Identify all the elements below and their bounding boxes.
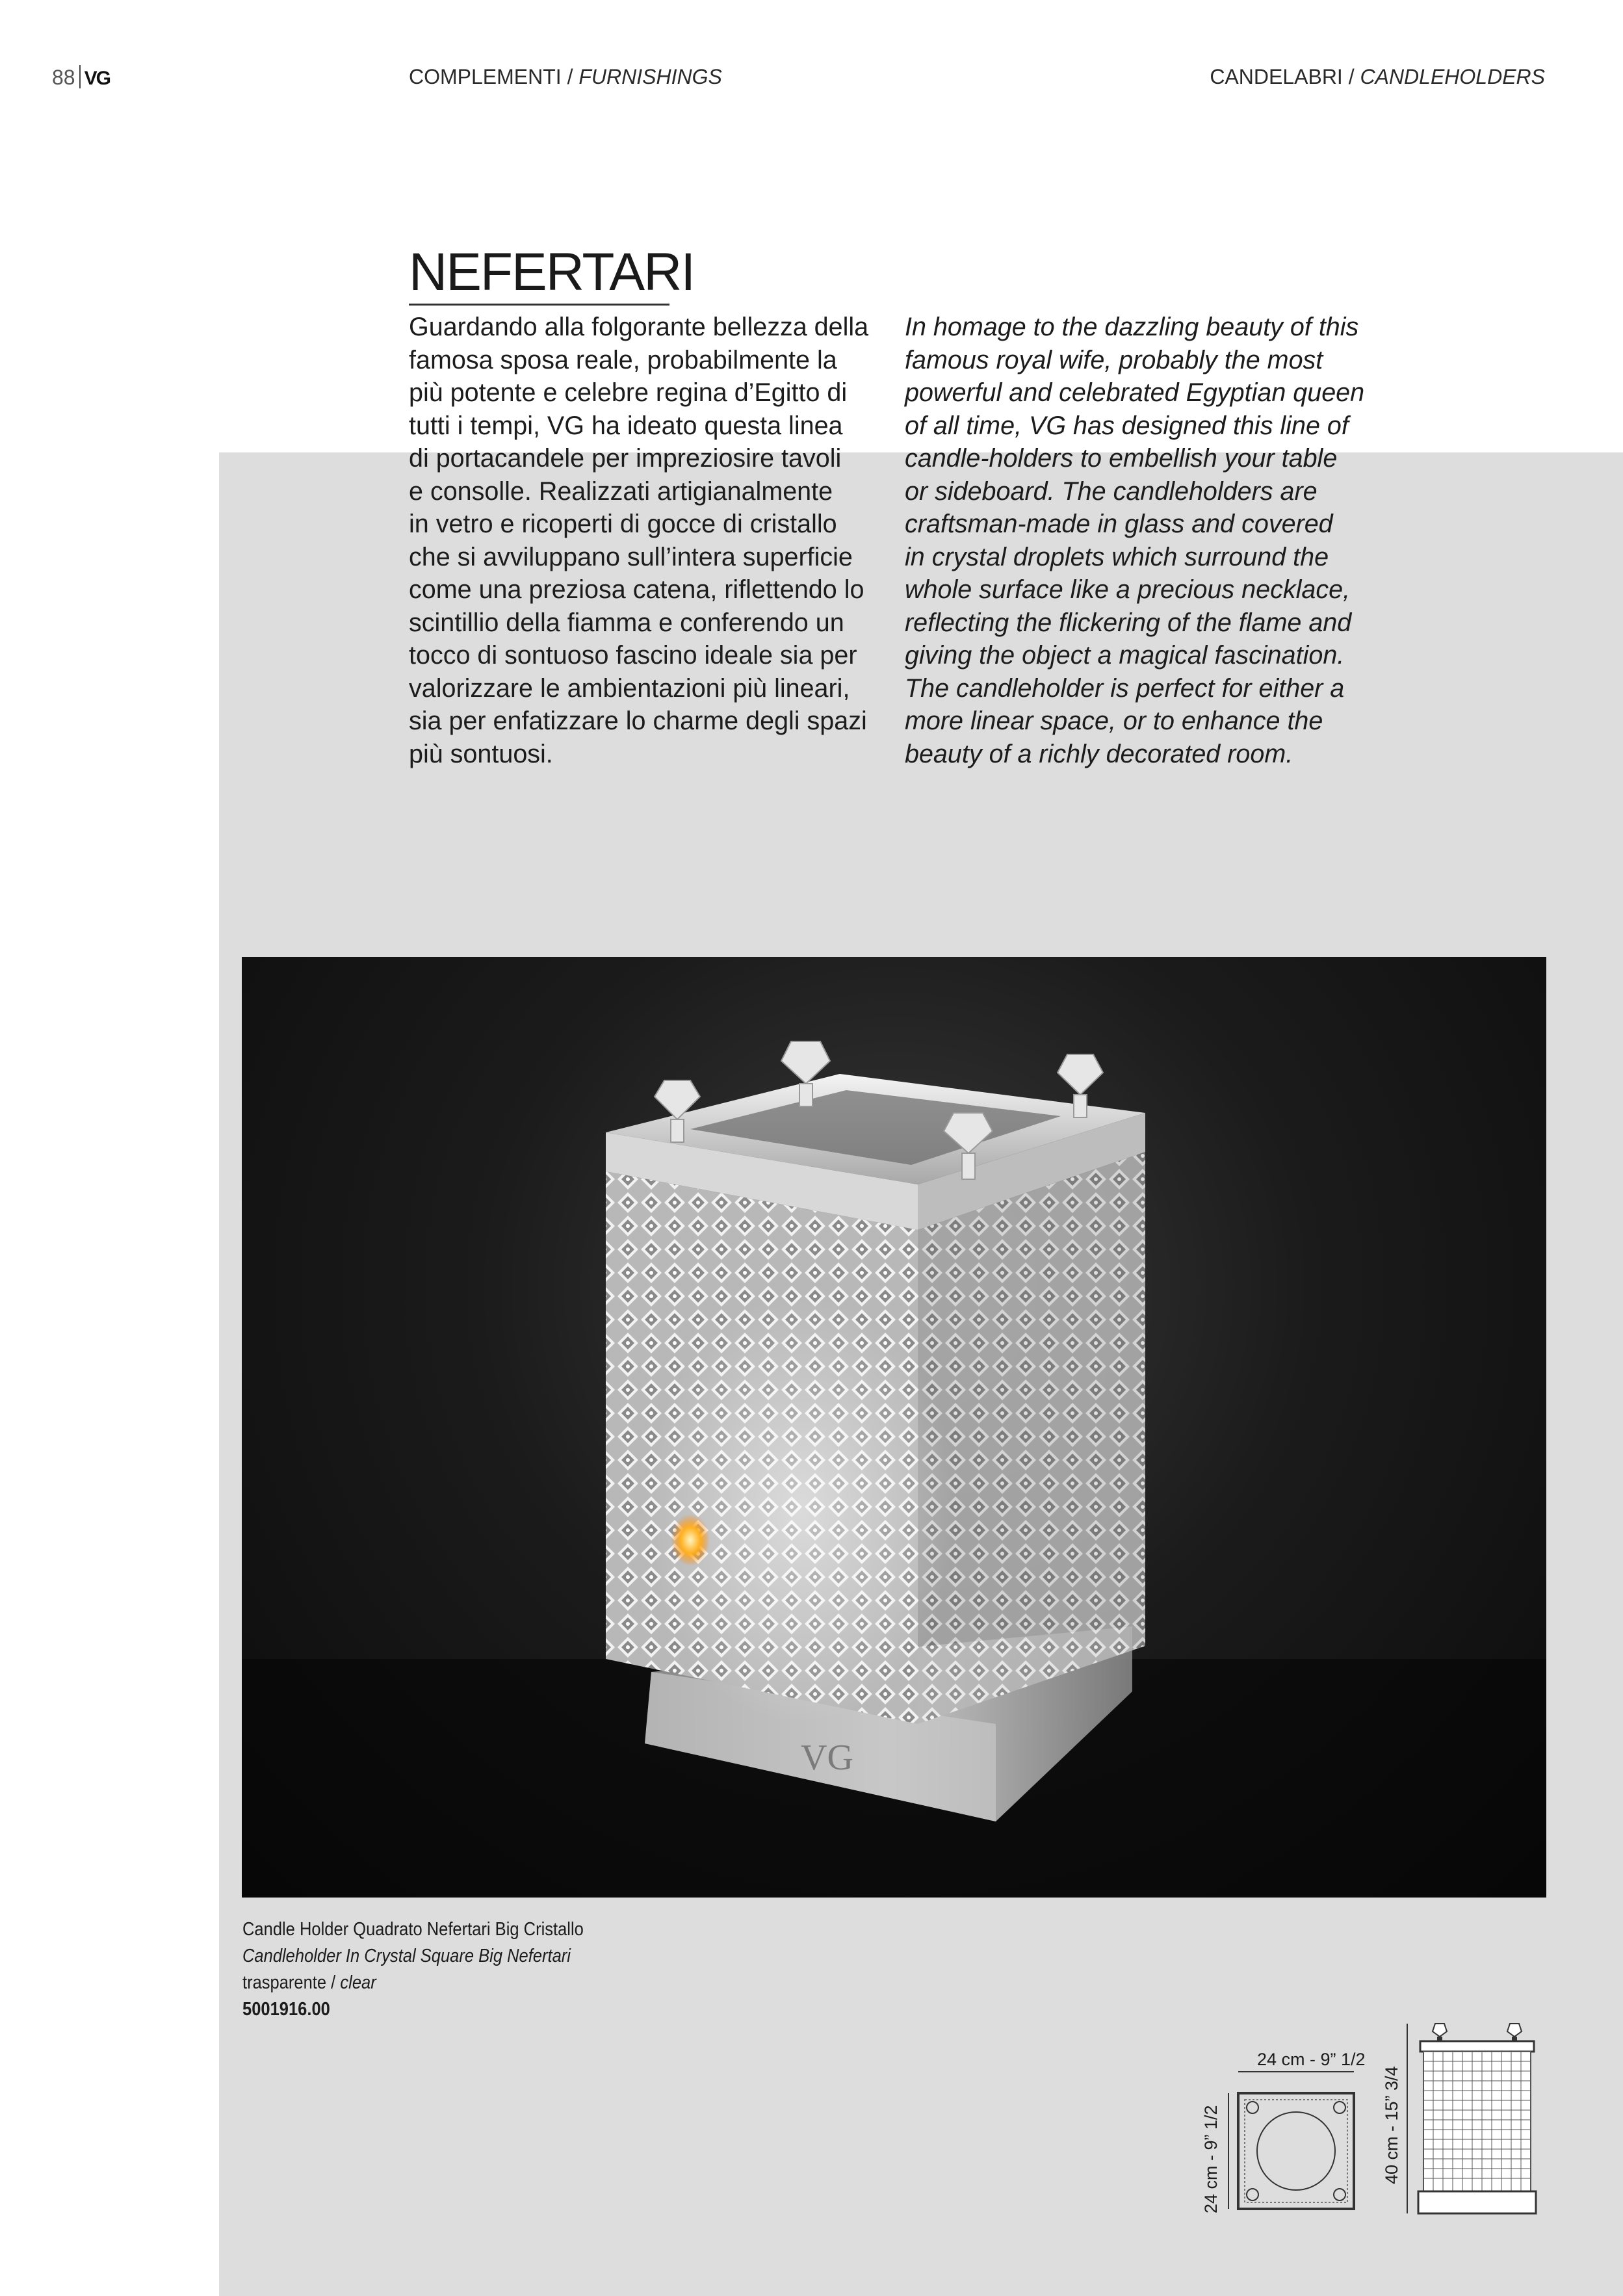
product-title: NEFERTARI — [409, 242, 695, 302]
description-english: In homage to the dazzling beauty of this famous royal wife, probably the most powerful and celebrated Egyptian queen of all time, VG has designed this line of candle-holders to embellish your table or sideboard. The candleholders are craftsman-made in glass and covered in crystal droplets which surround the whole surface like a precious necklace, reflecting the flickering of the flame and giving the object a magical fascination. The candleholder is perfect for either a more linear space, or to enhance the beauty of a richly decorated room. — [905, 313, 1365, 768]
flame-highlight — [671, 1514, 710, 1566]
base-logo: VG — [801, 1738, 853, 1778]
product-finish: trasparente / clear — [242, 1972, 376, 1993]
brand-logo: VG — [84, 68, 110, 89]
product-photo — [242, 957, 1546, 1898]
product-caption — [242, 1916, 584, 2023]
page-number: 88 — [52, 66, 75, 89]
header-divider — [79, 65, 81, 88]
side-view-elevation — [1418, 2024, 1536, 2213]
crystal-candleholder-illustration — [242, 957, 1546, 1898]
top-view-square — [1238, 2093, 1354, 2209]
depth-dimension-label: 24 cm - 9” 1/2 — [1201, 2105, 1221, 2213]
description-italian: Guardando alla folgorante bellezza della famosa sposa reale, probabilmente la più potente e celebre regina d’Egitto di tutti i tempi, VG ha ideato questa linea di portacandele per impreziosire tavoli e consolle. Realizzati artigianalmente in vetro e ricoperti di gocce di cristallo che si avviluppano sull’intera superficie come una preziosa catena, riflettendo lo scintillio della fiamma e conferendo un tocco di sontuoso fascino ideale sia per valorizzare le ambientazioni più lineari, sia per enfatizzare lo charme degli spazi più sontuosi. — [409, 313, 869, 768]
top-view-opening — [1257, 2112, 1335, 2190]
dimension-drawings — [1183, 2012, 1547, 2226]
product-name-italian: Candle Holder Quadrato Nefertari Big Cristallo — [242, 1919, 584, 1940]
height-dimension-label: 40 cm - 15” 3/4 — [1382, 2066, 1401, 2184]
product-name-english: Candleholder In Crystal Square Big Nefertari — [242, 1946, 571, 1966]
page-number-block — [52, 65, 110, 90]
category-label: CANDELABRI / CANDLEHOLDERS — [1210, 65, 1545, 88]
section-label: COMPLEMENTI / FURNISHINGS — [409, 65, 722, 88]
product-code: 5001916.00 — [242, 1999, 330, 2020]
title-underline — [409, 304, 669, 306]
width-dimension-label: 24 cm - 9” 1/2 — [1257, 2050, 1366, 2069]
